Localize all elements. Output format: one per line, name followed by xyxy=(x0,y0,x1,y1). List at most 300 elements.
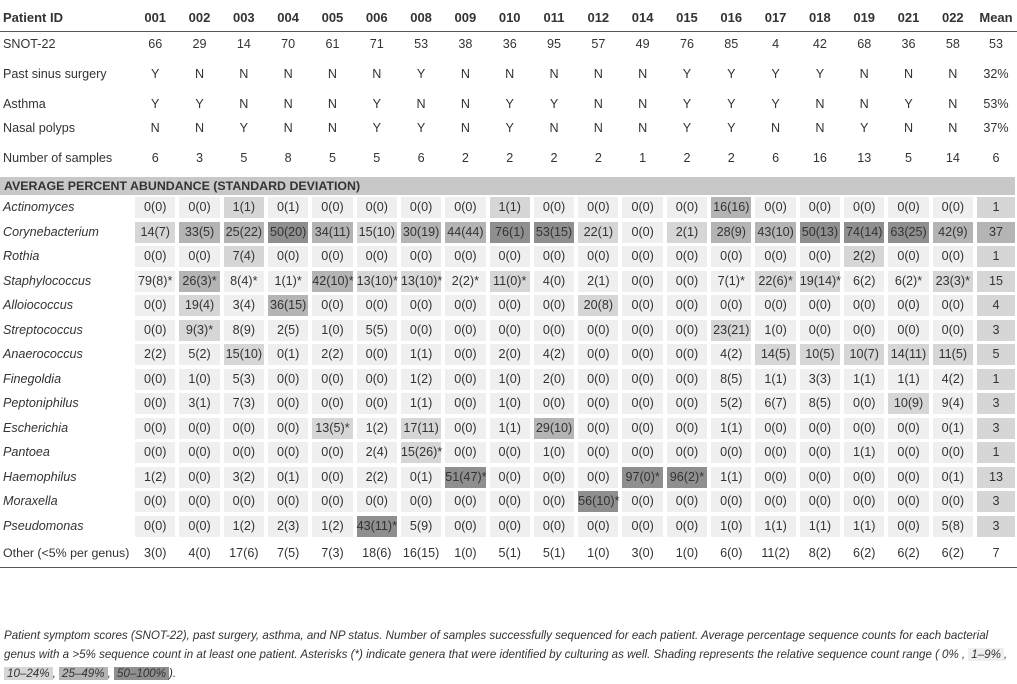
abundance-cell xyxy=(842,269,886,294)
table-cell: N xyxy=(593,121,603,136)
abundance-value: 0(0) xyxy=(755,295,795,316)
abundance-value: 0(0) xyxy=(888,197,928,218)
abundance-value: 0(0) xyxy=(933,197,973,218)
genus-label-cell xyxy=(0,465,133,490)
abundance-cell xyxy=(886,269,930,294)
abundance-value: 0(0) xyxy=(800,295,840,316)
abundance-cell xyxy=(798,490,842,515)
abundance-value: 0(1) xyxy=(268,344,308,365)
abundance-value: 0(0) xyxy=(135,418,175,439)
table-cell: 68 xyxy=(857,37,872,52)
abundance-cell xyxy=(488,318,532,343)
abundance-value: 0(0) xyxy=(800,320,840,341)
table-cell: 18(6) xyxy=(355,539,399,568)
table-cell: 85 xyxy=(724,37,739,52)
abundance-cell xyxy=(532,196,576,221)
abundance-table xyxy=(0,3,1017,568)
genus-row xyxy=(0,416,1017,441)
abundance-value: 0(0) xyxy=(933,491,973,512)
abundance-value: 22(1) xyxy=(578,222,618,243)
abundance-value: 23(3)* xyxy=(933,271,973,292)
table-cell: 36 xyxy=(901,37,916,52)
table-cell: 42 xyxy=(812,37,827,52)
abundance-cell xyxy=(222,392,266,417)
genus-label-cell xyxy=(0,416,133,441)
abundance-value: 0(0) xyxy=(622,418,662,439)
abundance-cell xyxy=(222,269,266,294)
abundance-value: 0(0) xyxy=(667,271,707,292)
abundance-cell xyxy=(842,441,886,466)
genus-name: Corynebacterium xyxy=(3,224,99,239)
abundance-value: 0(0) xyxy=(888,467,928,488)
table-cell: 3(0) xyxy=(620,539,664,568)
abundance-cell xyxy=(133,343,177,368)
table-cell: 8 xyxy=(284,151,292,165)
genus-label-cell xyxy=(0,392,133,417)
abundance-cell xyxy=(753,416,797,441)
abundance-value: 36(15) xyxy=(268,295,308,316)
abundance-value: 0(0) xyxy=(933,295,973,316)
abundance-value: 56(10)* xyxy=(578,491,618,512)
abundance-value: 0(0) xyxy=(933,442,973,463)
abundance-value: 26(3)* xyxy=(179,271,219,292)
abundance-cell xyxy=(399,318,443,343)
table-cell: 3(0) xyxy=(133,539,177,568)
abundance-value: 0(0) xyxy=(534,393,574,414)
abundance-cell xyxy=(753,490,797,515)
abundance-cell xyxy=(355,343,399,368)
abundance-value: 11(0)* xyxy=(490,271,530,292)
abundance-value: 1(1) xyxy=(800,516,840,537)
abundance-cell xyxy=(753,343,797,368)
info-row xyxy=(0,57,1017,92)
abundance-value: 0(0) xyxy=(179,246,219,267)
mean-cell: 32% xyxy=(983,67,1009,81)
abundance-cell xyxy=(576,392,620,417)
abundance-cell xyxy=(133,514,177,539)
mean-value: 5 xyxy=(977,344,1015,365)
genus-row xyxy=(0,318,1017,343)
abundance-value: 16(16) xyxy=(711,197,751,218)
abundance-cell xyxy=(620,343,664,368)
abundance-value: 3(4) xyxy=(224,295,264,316)
abundance-cell xyxy=(133,465,177,490)
abundance-value: 97(0)* xyxy=(622,467,662,488)
abundance-cell xyxy=(709,416,753,441)
abundance-value: 1(0) xyxy=(312,320,352,341)
table-cell: N xyxy=(593,67,603,81)
table-cell: 58 xyxy=(945,37,960,52)
abundance-value: 3(2) xyxy=(224,467,264,488)
abundance-cell xyxy=(310,220,354,245)
abundance-cell xyxy=(443,416,487,441)
abundance-cell xyxy=(931,367,975,392)
table-cell: 57 xyxy=(591,37,606,52)
mean-value: 1 xyxy=(977,246,1015,267)
abundance-cell xyxy=(532,318,576,343)
abundance-cell xyxy=(931,490,975,515)
abundance-value: 17(11) xyxy=(401,418,441,439)
abundance-value: 1(2) xyxy=(135,467,175,488)
abundance-value: 0(0) xyxy=(622,222,662,243)
abundance-value: 0(0) xyxy=(445,491,485,512)
mean-cell xyxy=(975,441,1017,466)
abundance-cell xyxy=(177,441,221,466)
patient-id-header: 009 xyxy=(443,3,487,32)
abundance-cell xyxy=(842,196,886,221)
abundance-value: 0(0) xyxy=(445,418,485,439)
abundance-value: 1(0) xyxy=(534,442,574,463)
abundance-cell xyxy=(443,294,487,319)
abundance-cell xyxy=(576,367,620,392)
abundance-value: 0(0) xyxy=(268,491,308,512)
abundance-value: 0(1) xyxy=(268,467,308,488)
abundance-cell xyxy=(443,490,487,515)
genus-name: Staphylococcus xyxy=(3,273,92,288)
abundance-value: 0(0) xyxy=(445,295,485,316)
mean-value: 1 xyxy=(977,197,1015,218)
abundance-cell xyxy=(931,343,975,368)
abundance-cell xyxy=(177,343,221,368)
abundance-cell xyxy=(798,441,842,466)
abundance-value: 34(11) xyxy=(312,222,352,243)
abundance-value: 0(0) xyxy=(667,246,707,267)
mean-cell xyxy=(975,196,1017,221)
abundance-value: 0(0) xyxy=(135,491,175,512)
abundance-value: 0(0) xyxy=(445,442,485,463)
abundance-cell xyxy=(620,514,664,539)
table-cell: N xyxy=(327,67,337,81)
abundance-cell xyxy=(798,416,842,441)
abundance-value: 0(0) xyxy=(534,467,574,488)
abundance-cell xyxy=(399,367,443,392)
genus-label-cell xyxy=(0,269,133,294)
abundance-cell xyxy=(576,343,620,368)
table-cell: N xyxy=(549,121,559,136)
table-cell: N xyxy=(416,96,426,111)
abundance-cell xyxy=(753,220,797,245)
abundance-value: 0(0) xyxy=(578,320,618,341)
abundance-cell xyxy=(886,294,930,319)
abundance-value: 0(0) xyxy=(312,246,352,267)
genus-row xyxy=(0,343,1017,368)
genus-row xyxy=(0,269,1017,294)
abundance-cell xyxy=(177,269,221,294)
abundance-cell xyxy=(222,294,266,319)
abundance-cell xyxy=(620,392,664,417)
abundance-value: 0(0) xyxy=(622,271,662,292)
abundance-cell xyxy=(532,343,576,368)
abundance-cell xyxy=(443,220,487,245)
abundance-cell xyxy=(222,416,266,441)
abundance-cell xyxy=(709,392,753,417)
abundance-cell xyxy=(222,343,266,368)
table-cell: 5 xyxy=(373,151,381,165)
table-cell: 1(0) xyxy=(443,539,487,568)
abundance-cell xyxy=(620,367,664,392)
abundance-value: 0(0) xyxy=(800,418,840,439)
table-cell: N xyxy=(327,96,337,111)
genus-name: Streptococcus xyxy=(3,322,83,337)
abundance-value: 2(1) xyxy=(578,271,618,292)
abundance-value: 0(0) xyxy=(401,320,441,341)
abundance-value: 0(0) xyxy=(755,418,795,439)
abundance-cell xyxy=(842,294,886,319)
abundance-value: 0(0) xyxy=(534,516,574,537)
patient-id-header: 003 xyxy=(222,3,266,32)
abundance-cell xyxy=(399,220,443,245)
abundance-cell xyxy=(266,465,310,490)
abundance-cell xyxy=(842,490,886,515)
abundance-value: 0(0) xyxy=(933,246,973,267)
abundance-value: 1(1) xyxy=(711,418,751,439)
table-cell: 6 xyxy=(417,151,425,165)
mean-cell: 6 xyxy=(992,151,1000,165)
abundance-cell xyxy=(665,343,709,368)
abundance-cell xyxy=(399,465,443,490)
abundance-value: 2(4) xyxy=(357,442,397,463)
abundance-value: 0(0) xyxy=(135,442,175,463)
abundance-value: 19(14)* xyxy=(800,271,840,292)
abundance-cell xyxy=(665,490,709,515)
abundance-value: 0(0) xyxy=(268,369,308,390)
table-cell: N xyxy=(194,67,205,81)
table-cell: 71 xyxy=(369,37,384,52)
table-cell: 6 xyxy=(772,151,780,165)
abundance-value: 1(1) xyxy=(401,393,441,414)
mean-cell xyxy=(975,465,1017,490)
abundance-cell xyxy=(266,220,310,245)
abundance-cell xyxy=(620,245,664,270)
abundance-value: 0(0) xyxy=(135,295,175,316)
section-cell xyxy=(0,176,1017,196)
abundance-value: 0(0) xyxy=(711,246,751,267)
abundance-cell xyxy=(709,220,753,245)
abundance-cell xyxy=(266,269,310,294)
abundance-cell xyxy=(931,441,975,466)
table-cell: Y xyxy=(505,121,514,136)
abundance-cell xyxy=(488,392,532,417)
range-2: 10–24% xyxy=(4,667,53,680)
abundance-value: 0(0) xyxy=(534,295,574,316)
table-cell: N xyxy=(948,96,958,111)
genus-label-cell xyxy=(0,490,133,515)
abundance-cell xyxy=(133,196,177,221)
table-cell: 1(0) xyxy=(576,539,620,568)
abundance-value: 2(5) xyxy=(268,320,308,341)
abundance-cell xyxy=(842,416,886,441)
abundance-value: 74(14) xyxy=(844,222,884,243)
abundance-value: 7(3) xyxy=(224,393,264,414)
abundance-value: 0(0) xyxy=(578,418,618,439)
patient-id-header: 016 xyxy=(709,3,753,32)
abundance-cell xyxy=(355,220,399,245)
abundance-value: 0(0) xyxy=(179,467,219,488)
table-cell: 14 xyxy=(236,37,251,52)
abundance-cell xyxy=(798,196,842,221)
abundance-value: 0(0) xyxy=(755,442,795,463)
abundance-cell xyxy=(488,343,532,368)
abundance-cell xyxy=(133,269,177,294)
abundance-cell xyxy=(709,245,753,270)
table-cell: 5 xyxy=(240,151,248,165)
abundance-cell xyxy=(177,318,221,343)
abundance-cell xyxy=(266,367,310,392)
abundance-cell xyxy=(355,269,399,294)
abundance-cell xyxy=(310,196,354,221)
abundance-cell xyxy=(576,294,620,319)
abundance-cell xyxy=(532,367,576,392)
abundance-value: 0(0) xyxy=(490,295,530,316)
abundance-value: 0(0) xyxy=(622,369,662,390)
abundance-value: 0(0) xyxy=(622,197,662,218)
abundance-cell xyxy=(222,490,266,515)
abundance-value: 4(0) xyxy=(534,271,574,292)
table-cell: 7(5) xyxy=(266,539,310,568)
range-0: 0% xyxy=(942,648,959,661)
table-cell: 66 xyxy=(148,37,163,52)
patient-id-header: 015 xyxy=(665,3,709,32)
abundance-value: 9(3)* xyxy=(179,320,219,341)
abundance-value: 0(0) xyxy=(755,246,795,267)
abundance-cell xyxy=(488,416,532,441)
abundance-value: 0(0) xyxy=(445,344,485,365)
table-cell: N xyxy=(327,121,337,136)
mean-cell xyxy=(975,343,1017,368)
abundance-cell xyxy=(576,196,620,221)
abundance-value: 1(1) xyxy=(401,344,441,365)
abundance-value: 5(2) xyxy=(711,393,751,414)
genus-name: Actinomyces xyxy=(3,200,75,215)
abundance-value: 8(9) xyxy=(224,320,264,341)
abundance-cell xyxy=(488,269,532,294)
abundance-cell xyxy=(310,416,354,441)
table-cell: Y xyxy=(771,96,780,111)
abundance-cell xyxy=(576,220,620,245)
patient-id-header: 004 xyxy=(266,3,310,32)
abundance-value: 0(0) xyxy=(622,320,662,341)
abundance-cell xyxy=(177,514,221,539)
range-1: 1–9% xyxy=(968,648,1004,661)
table-cell: 2 xyxy=(461,151,469,165)
table-cell: Y xyxy=(727,67,736,81)
abundance-cell xyxy=(399,245,443,270)
abundance-cell xyxy=(266,294,310,319)
abundance-value: 0(0) xyxy=(933,320,973,341)
table-cell: 16(15) xyxy=(399,539,443,568)
abundance-cell xyxy=(576,441,620,466)
abundance-cell xyxy=(931,392,975,417)
abundance-cell xyxy=(222,318,266,343)
abundance-cell xyxy=(133,245,177,270)
abundance-cell xyxy=(886,490,930,515)
abundance-value: 0(0) xyxy=(844,467,884,488)
abundance-value: 0(0) xyxy=(312,197,352,218)
abundance-cell xyxy=(665,196,709,221)
abundance-cell xyxy=(355,490,399,515)
abundance-cell xyxy=(532,441,576,466)
abundance-value: 2(2) xyxy=(135,344,175,365)
abundance-value: 0(0) xyxy=(401,295,441,316)
abundance-value: 79(8)* xyxy=(135,271,175,292)
abundance-value: 0(0) xyxy=(135,369,175,390)
abundance-value: 0(0) xyxy=(357,491,397,512)
abundance-value: 2(2) xyxy=(312,344,352,365)
abundance-value: 0(0) xyxy=(445,320,485,341)
table-cell: Y xyxy=(151,67,160,81)
abundance-cell xyxy=(177,196,221,221)
genus-name: Moraxella xyxy=(3,494,58,509)
abundance-cell xyxy=(709,490,753,515)
table-cell: 49 xyxy=(635,37,650,52)
abundance-value: 3(1) xyxy=(179,393,219,414)
abundance-cell xyxy=(222,220,266,245)
abundance-cell xyxy=(931,245,975,270)
table-cell: 2 xyxy=(727,151,735,165)
abundance-value: 0(0) xyxy=(667,344,707,365)
abundance-cell xyxy=(709,196,753,221)
abundance-cell xyxy=(355,514,399,539)
abundance-value: 1(0) xyxy=(755,320,795,341)
table-cell: 4 xyxy=(772,37,780,52)
abundance-cell xyxy=(266,514,310,539)
abundance-value: 0(0) xyxy=(800,491,840,512)
abundance-value: 0(0) xyxy=(224,442,264,463)
table-cell: N xyxy=(859,96,869,111)
abundance-value: 0(0) xyxy=(622,491,662,512)
abundance-value: 1(0) xyxy=(490,393,530,414)
abundance-value: 1(1) xyxy=(490,418,530,439)
table-cell: 2 xyxy=(550,151,558,165)
abundance-value: 0(0) xyxy=(578,442,618,463)
abundance-value: 0(0) xyxy=(490,491,530,512)
abundance-value: 0(0) xyxy=(844,197,884,218)
abundance-value: 0(0) xyxy=(135,393,175,414)
abundance-cell xyxy=(310,392,354,417)
abundance-value: 0(0) xyxy=(312,393,352,414)
table-cell: N xyxy=(815,96,825,111)
abundance-value: 0(0) xyxy=(445,516,485,537)
table-cell: Y xyxy=(682,67,692,81)
table-cell: 36 xyxy=(502,37,517,52)
abundance-cell xyxy=(576,416,620,441)
abundance-value: 96(2)* xyxy=(667,467,707,488)
abundance-value: 0(0) xyxy=(268,442,308,463)
abundance-cell xyxy=(443,465,487,490)
table-cell: N xyxy=(239,67,249,81)
row-label: Past sinus surgery xyxy=(3,67,107,81)
abundance-value: 0(0) xyxy=(490,320,530,341)
abundance-value: 0(0) xyxy=(622,442,662,463)
table-cell: N xyxy=(638,121,648,136)
mean-header: Mean xyxy=(975,3,1017,32)
genus-row xyxy=(0,367,1017,392)
abundance-cell xyxy=(310,367,354,392)
table-cell: 6 xyxy=(151,151,159,165)
abundance-cell xyxy=(443,367,487,392)
abundance-cell xyxy=(488,220,532,245)
mean-value: 3 xyxy=(977,393,1015,414)
abundance-cell xyxy=(399,294,443,319)
table-cell: 13 xyxy=(857,151,872,165)
info-row xyxy=(0,141,1017,176)
patient-id-header: 012 xyxy=(576,3,620,32)
abundance-cell xyxy=(842,245,886,270)
abundance-cell xyxy=(798,318,842,343)
table-cell: 5(1) xyxy=(488,539,532,568)
abundance-value: 10(9) xyxy=(888,393,928,414)
patient-id-header: 017 xyxy=(753,3,797,32)
